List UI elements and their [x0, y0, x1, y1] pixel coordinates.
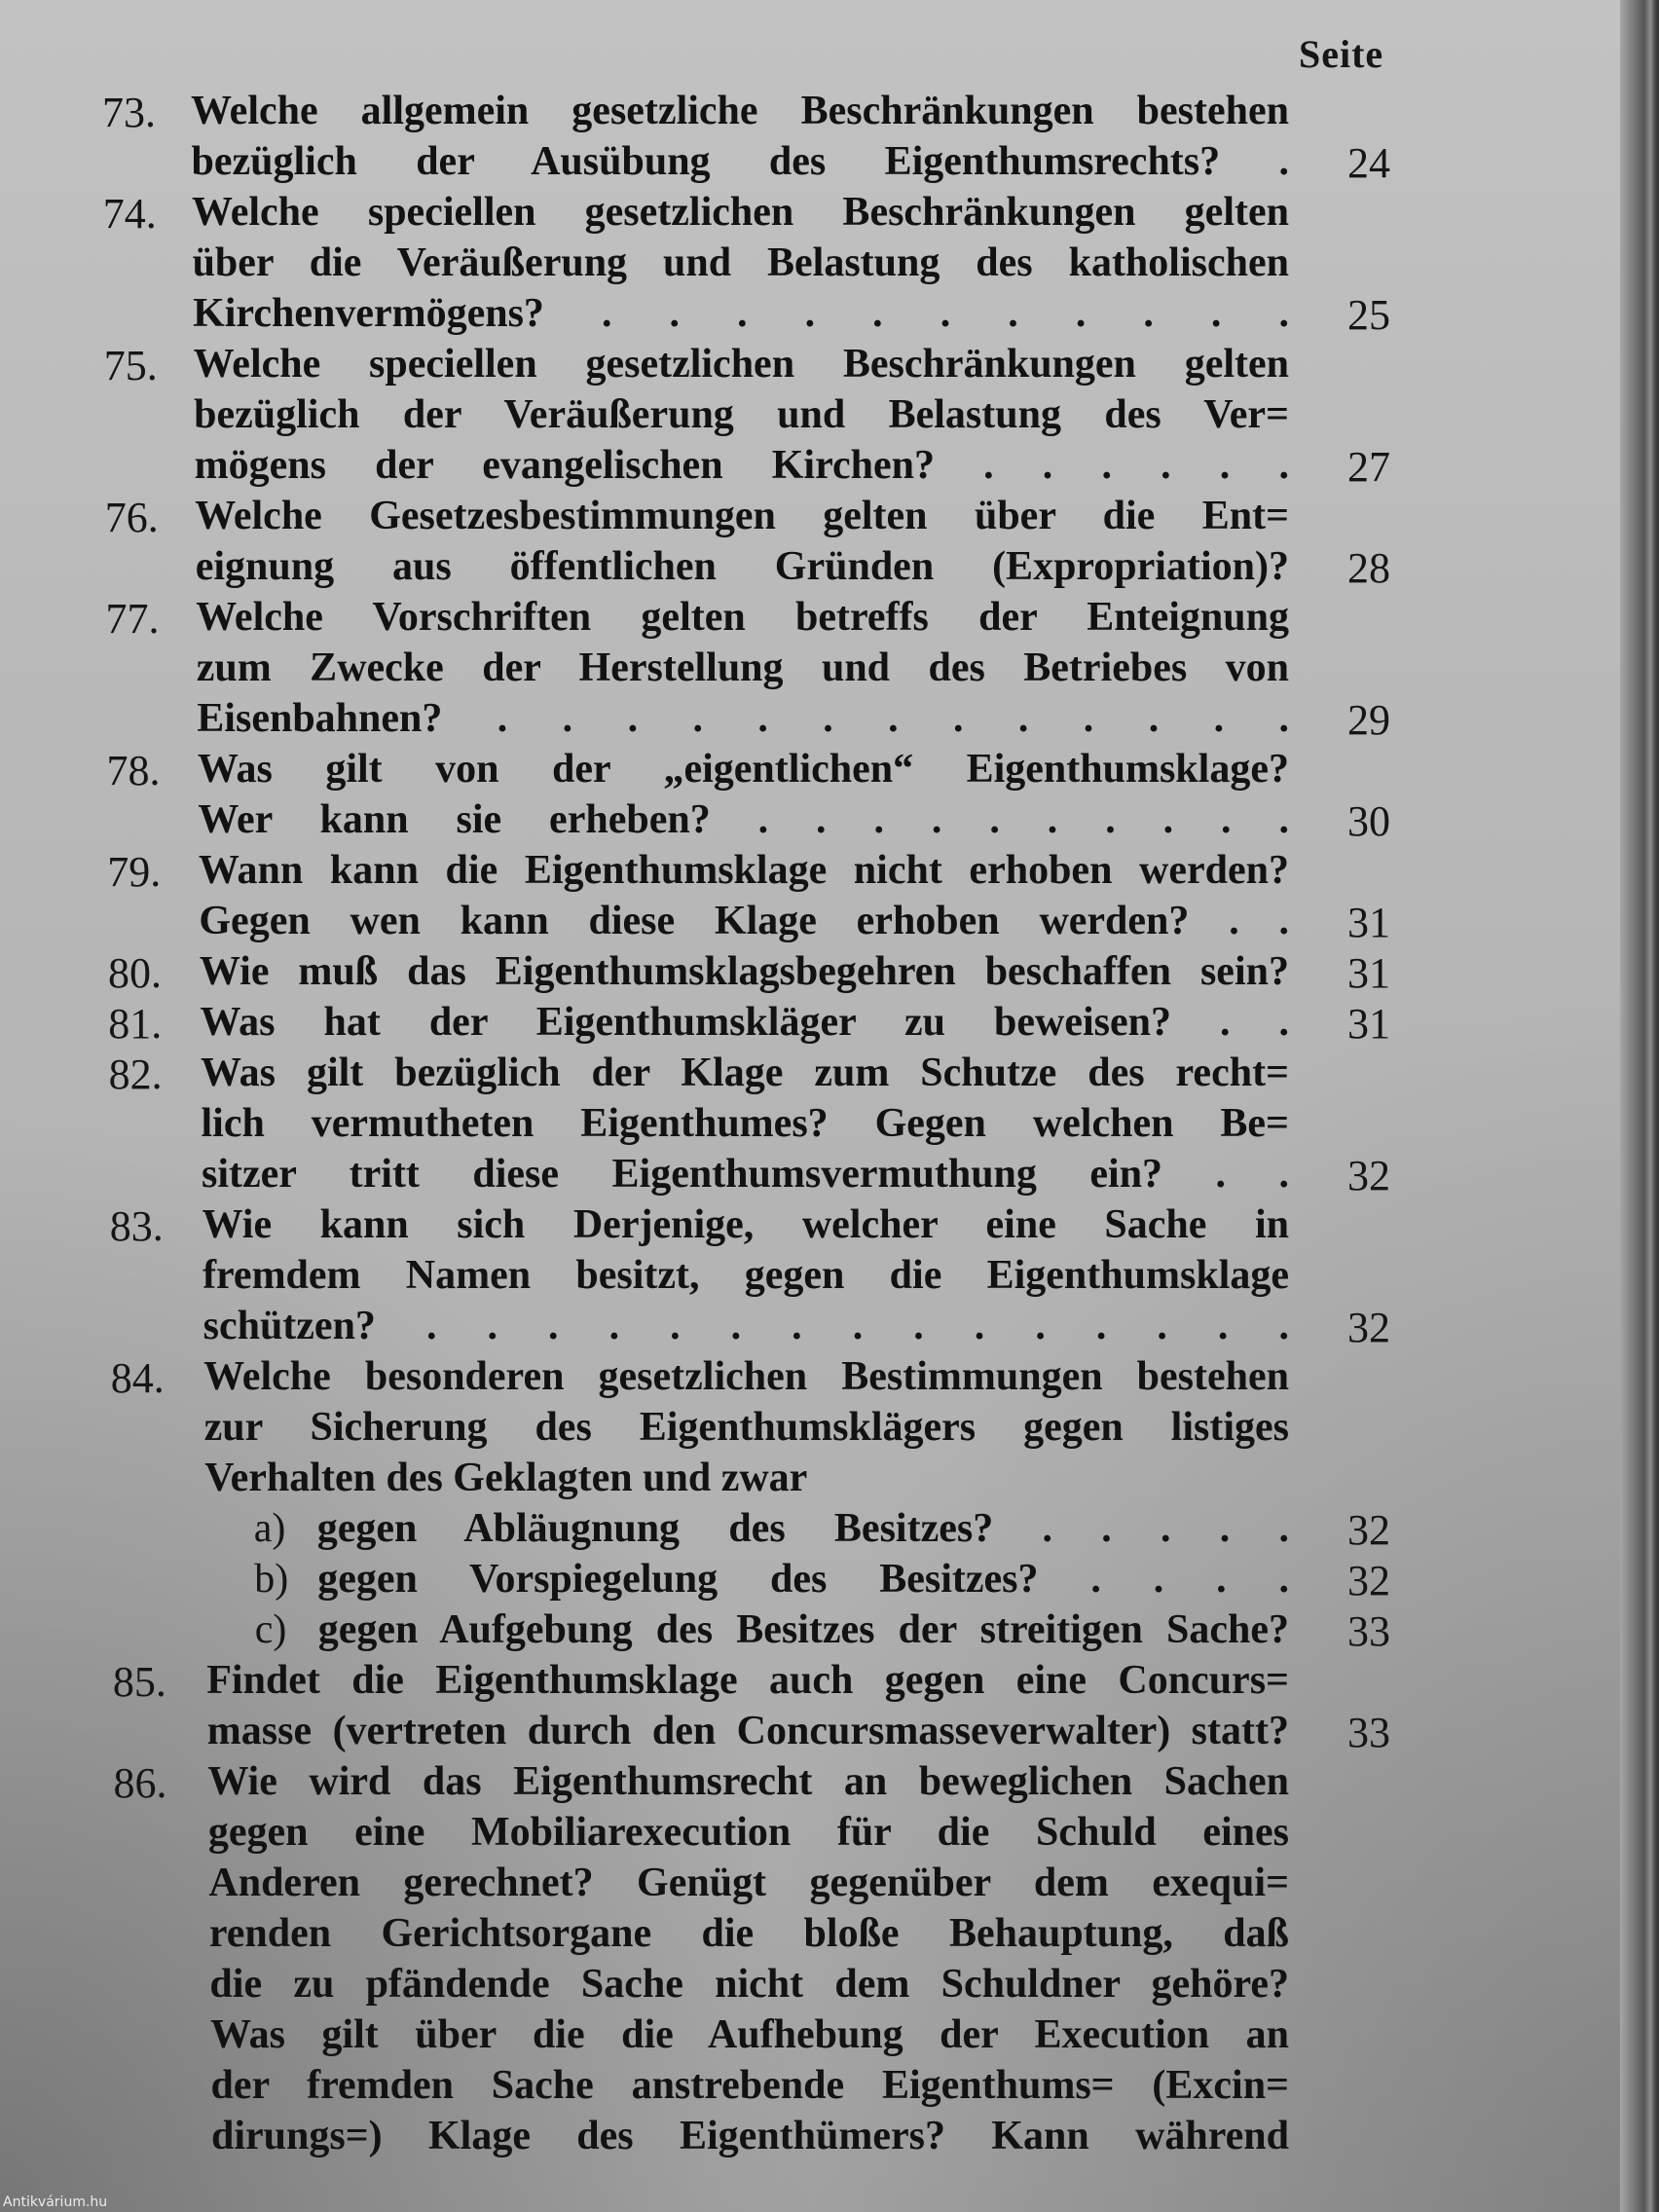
entry-text-line: sitzer tritt diese Eigenthumsvermuthung ein? . .	[202, 1152, 1289, 1197]
entry-number: 82.	[108, 1051, 163, 1098]
toc-row	[0, 1353, 1412, 1404]
entry-text-line: eignung aus öffentlichen Gründen (Expropriation)?	[195, 544, 1289, 589]
toc-row	[0, 1151, 1412, 1201]
entry-number: 83.	[109, 1202, 164, 1250]
entry-text-line: zur Sicherung des Eigenthumsklägers gegen listiges	[203, 1405, 1289, 1450]
entry-text-line: Findet die Eigenthumsklage auch gegen eine Concurs=	[206, 1658, 1289, 1703]
toc-row	[0, 290, 1412, 341]
entry-page-number: 28	[1347, 544, 1390, 592]
entry-text-line: renden Gerichtsorgane die bloße Behauptung, daß	[208, 1911, 1289, 1956]
entry-text-line: bezüglich der Veräußerung und Belastung des Ver=	[194, 392, 1289, 437]
sub-item-page-number: 33	[1347, 1607, 1390, 1655]
sub-item-label: c)	[254, 1607, 287, 1652]
toc-row	[0, 442, 1412, 493]
entry-text-line: gegen eine Mobiliarexecution für die Schuld eines	[207, 1810, 1289, 1855]
entry-number: 76.	[104, 494, 159, 541]
toc-row	[0, 1556, 1412, 1606]
entry-text-line: dirungs=) Klage des Eigenthümers? Kann während	[211, 2114, 1289, 2158]
entry-text-line: Was gilt über die die Aufhebung der Execution an	[209, 2012, 1289, 2057]
toc-row	[0, 796, 1412, 847]
entry-text-line: bezüglich der Ausübung des Eigenthumsrechts? .	[191, 139, 1289, 184]
toc-row	[0, 391, 1412, 442]
entry-text-line: Wie kann sich Derjenige, welcher eine Sache in	[202, 1202, 1289, 1247]
toc-row	[0, 1809, 1412, 1860]
entry-number: 78.	[106, 747, 161, 794]
sub-item-text: gegen Vorspiegelung des Besitzes? . . . .	[317, 1557, 1289, 1602]
toc-row	[0, 1758, 1412, 1809]
entry-text-line: die zu pfändende Sache nicht dem Schuldner gehöre?	[209, 1962, 1289, 2007]
sub-item-page-number: 32	[1347, 1557, 1390, 1604]
toc-row	[0, 189, 1412, 240]
entry-number: 80.	[107, 949, 162, 997]
toc-row	[0, 1961, 1412, 2011]
toc-row	[0, 948, 1412, 999]
entry-page-number: 27	[1347, 443, 1390, 491]
entry-text-line: Was gilt bezüglich der Klage zum Schutze des recht=	[200, 1051, 1289, 1095]
entry-page-number: 25	[1347, 291, 1390, 339]
toc-row	[0, 746, 1412, 796]
entry-text-line: Anderen gerechnet? Genügt gegenüber dem exequi=	[208, 1861, 1289, 1905]
toc-row	[0, 1505, 1412, 1556]
entry-text-line: Wie muß das Eigenthumsklagsbegehren beschaffen sein?	[199, 949, 1289, 994]
entry-text-line: Wer kann sie erheben? . . . . . . . . . .	[198, 797, 1289, 842]
toc-row	[0, 847, 1412, 898]
watermark: Antikvárium.hu	[3, 2194, 108, 2210]
entry-number: 86.	[113, 1759, 167, 1807]
toc-row	[0, 2062, 1412, 2113]
entry-number: 75.	[103, 342, 158, 389]
entry-number: 85.	[112, 1658, 166, 1706]
toc-row	[0, 898, 1412, 948]
entry-text-line: der fremden Sache anstrebende Eigenthums= (Excin=	[210, 2063, 1289, 2108]
toc-row	[0, 240, 1412, 290]
entry-text-line: mögens der evangelischen Kirchen? . . . . . .	[194, 443, 1289, 488]
entry-text-line: über die Veräußerung und Belastung des katholischen	[192, 240, 1289, 285]
entry-text-line: Was hat der Eigenthumskläger zu beweisen? . .	[200, 1000, 1289, 1045]
toc-row	[0, 1860, 1412, 1910]
page-column-header: Seite	[1299, 32, 1384, 76]
entry-text-line: Wann kann die Eigenthumsklage nicht erhoben werden?	[198, 848, 1289, 893]
entry-text-line: fremdem Namen besitzt, gegen die Eigenthumsklage	[203, 1253, 1289, 1298]
sub-item-text: gegen Abläugnung des Besitzes? . . . . .	[316, 1506, 1289, 1551]
toc-row	[0, 1050, 1412, 1100]
toc-row	[0, 1606, 1412, 1657]
entry-page-number: 24	[1347, 139, 1390, 187]
toc-row	[0, 1201, 1412, 1252]
entry-text-line: Was gilt von der „eigentlichen“ Eigenthumsklage?	[197, 747, 1289, 792]
entry-page-number: 31	[1347, 949, 1390, 997]
entry-text-line: Welche allgemein gesetzliche Beschränkungen bestehen	[191, 89, 1289, 133]
toc-row	[0, 88, 1412, 138]
entry-number: 84.	[110, 1354, 165, 1402]
entry-number: 79.	[107, 848, 162, 896]
entry-page-number: 30	[1347, 797, 1390, 845]
toc-row	[0, 999, 1412, 1050]
toc-row	[0, 695, 1412, 746]
sub-item-page-number: 32	[1347, 1506, 1390, 1554]
toc-row	[0, 1303, 1412, 1353]
entry-number: 77.	[105, 595, 160, 643]
entry-number: 73.	[102, 89, 156, 136]
toc-row	[0, 1910, 1412, 1961]
toc-row	[0, 1708, 1412, 1758]
entry-text-line: Welche speciellen gesetzlichen Beschränkungen gelten	[193, 342, 1289, 387]
toc-row	[0, 2113, 1412, 2163]
entry-page-number: 31	[1347, 1000, 1390, 1048]
entry-text-line: lich vermutheten Eigenthumes? Gegen welchen Be=	[201, 1101, 1289, 1146]
toc-row	[0, 594, 1412, 645]
entry-text-line: Wie wird das Eigenthumsrecht an beweglichen Sachen	[207, 1759, 1289, 1804]
entry-text-line: Verhalten des Geklagten und zwar	[204, 1456, 808, 1500]
entry-number: 81.	[108, 1000, 163, 1048]
toc-row	[0, 1252, 1412, 1303]
toc-row	[0, 645, 1412, 695]
entry-text-line: Eisenbahnen? . . . . . . . . . . . . .	[197, 696, 1289, 741]
entry-number: 74.	[102, 190, 157, 238]
entry-text-line: masse (vertreten durch den Concursmasseverwalter) statt?	[206, 1709, 1289, 1753]
toc-row	[0, 493, 1412, 543]
entry-text-line: Welche Gesetzesbestimmungen gelten über die Ent=	[195, 494, 1289, 538]
entry-page-number: 32	[1347, 1152, 1390, 1199]
sub-item-label: b)	[254, 1557, 289, 1602]
toc-row	[0, 1100, 1412, 1151]
entry-page-number: 31	[1347, 899, 1390, 946]
toc-row	[0, 1455, 1412, 1505]
entry-page-number: 29	[1347, 696, 1390, 744]
entry-text-line: Welche speciellen gesetzlichen Beschränkungen gelten	[192, 190, 1289, 235]
toc-row	[0, 1404, 1412, 1455]
entry-text-line: Gegen wen kann diese Klage erhoben werden? . .	[199, 899, 1289, 943]
toc-row	[0, 341, 1412, 391]
entry-page-number: 33	[1347, 1709, 1390, 1756]
entry-text-line: Welche Vorschriften gelten betreffs der Enteignung	[196, 595, 1289, 640]
entry-text-line: Kirchenvermögens? . . . . . . . . . . .	[193, 291, 1289, 336]
sub-item-text: gegen Aufgebung des Besitzes der streitigen Sache?	[317, 1607, 1289, 1652]
toc-row	[0, 138, 1412, 189]
toc-row	[0, 2011, 1412, 2062]
entry-text-line: Welche besonderen gesetzlichen Bestimmungen bestehen	[203, 1354, 1289, 1399]
entry-text-line: schützen? . . . . . . . . . . . . . . .	[203, 1304, 1289, 1348]
entry-page-number: 32	[1347, 1304, 1390, 1351]
toc-row	[0, 1657, 1412, 1708]
sub-item-label: a)	[253, 1506, 286, 1551]
toc-row	[0, 543, 1412, 594]
entry-text-line: zum Zwecke der Herstellung und des Betriebes von	[196, 645, 1289, 690]
